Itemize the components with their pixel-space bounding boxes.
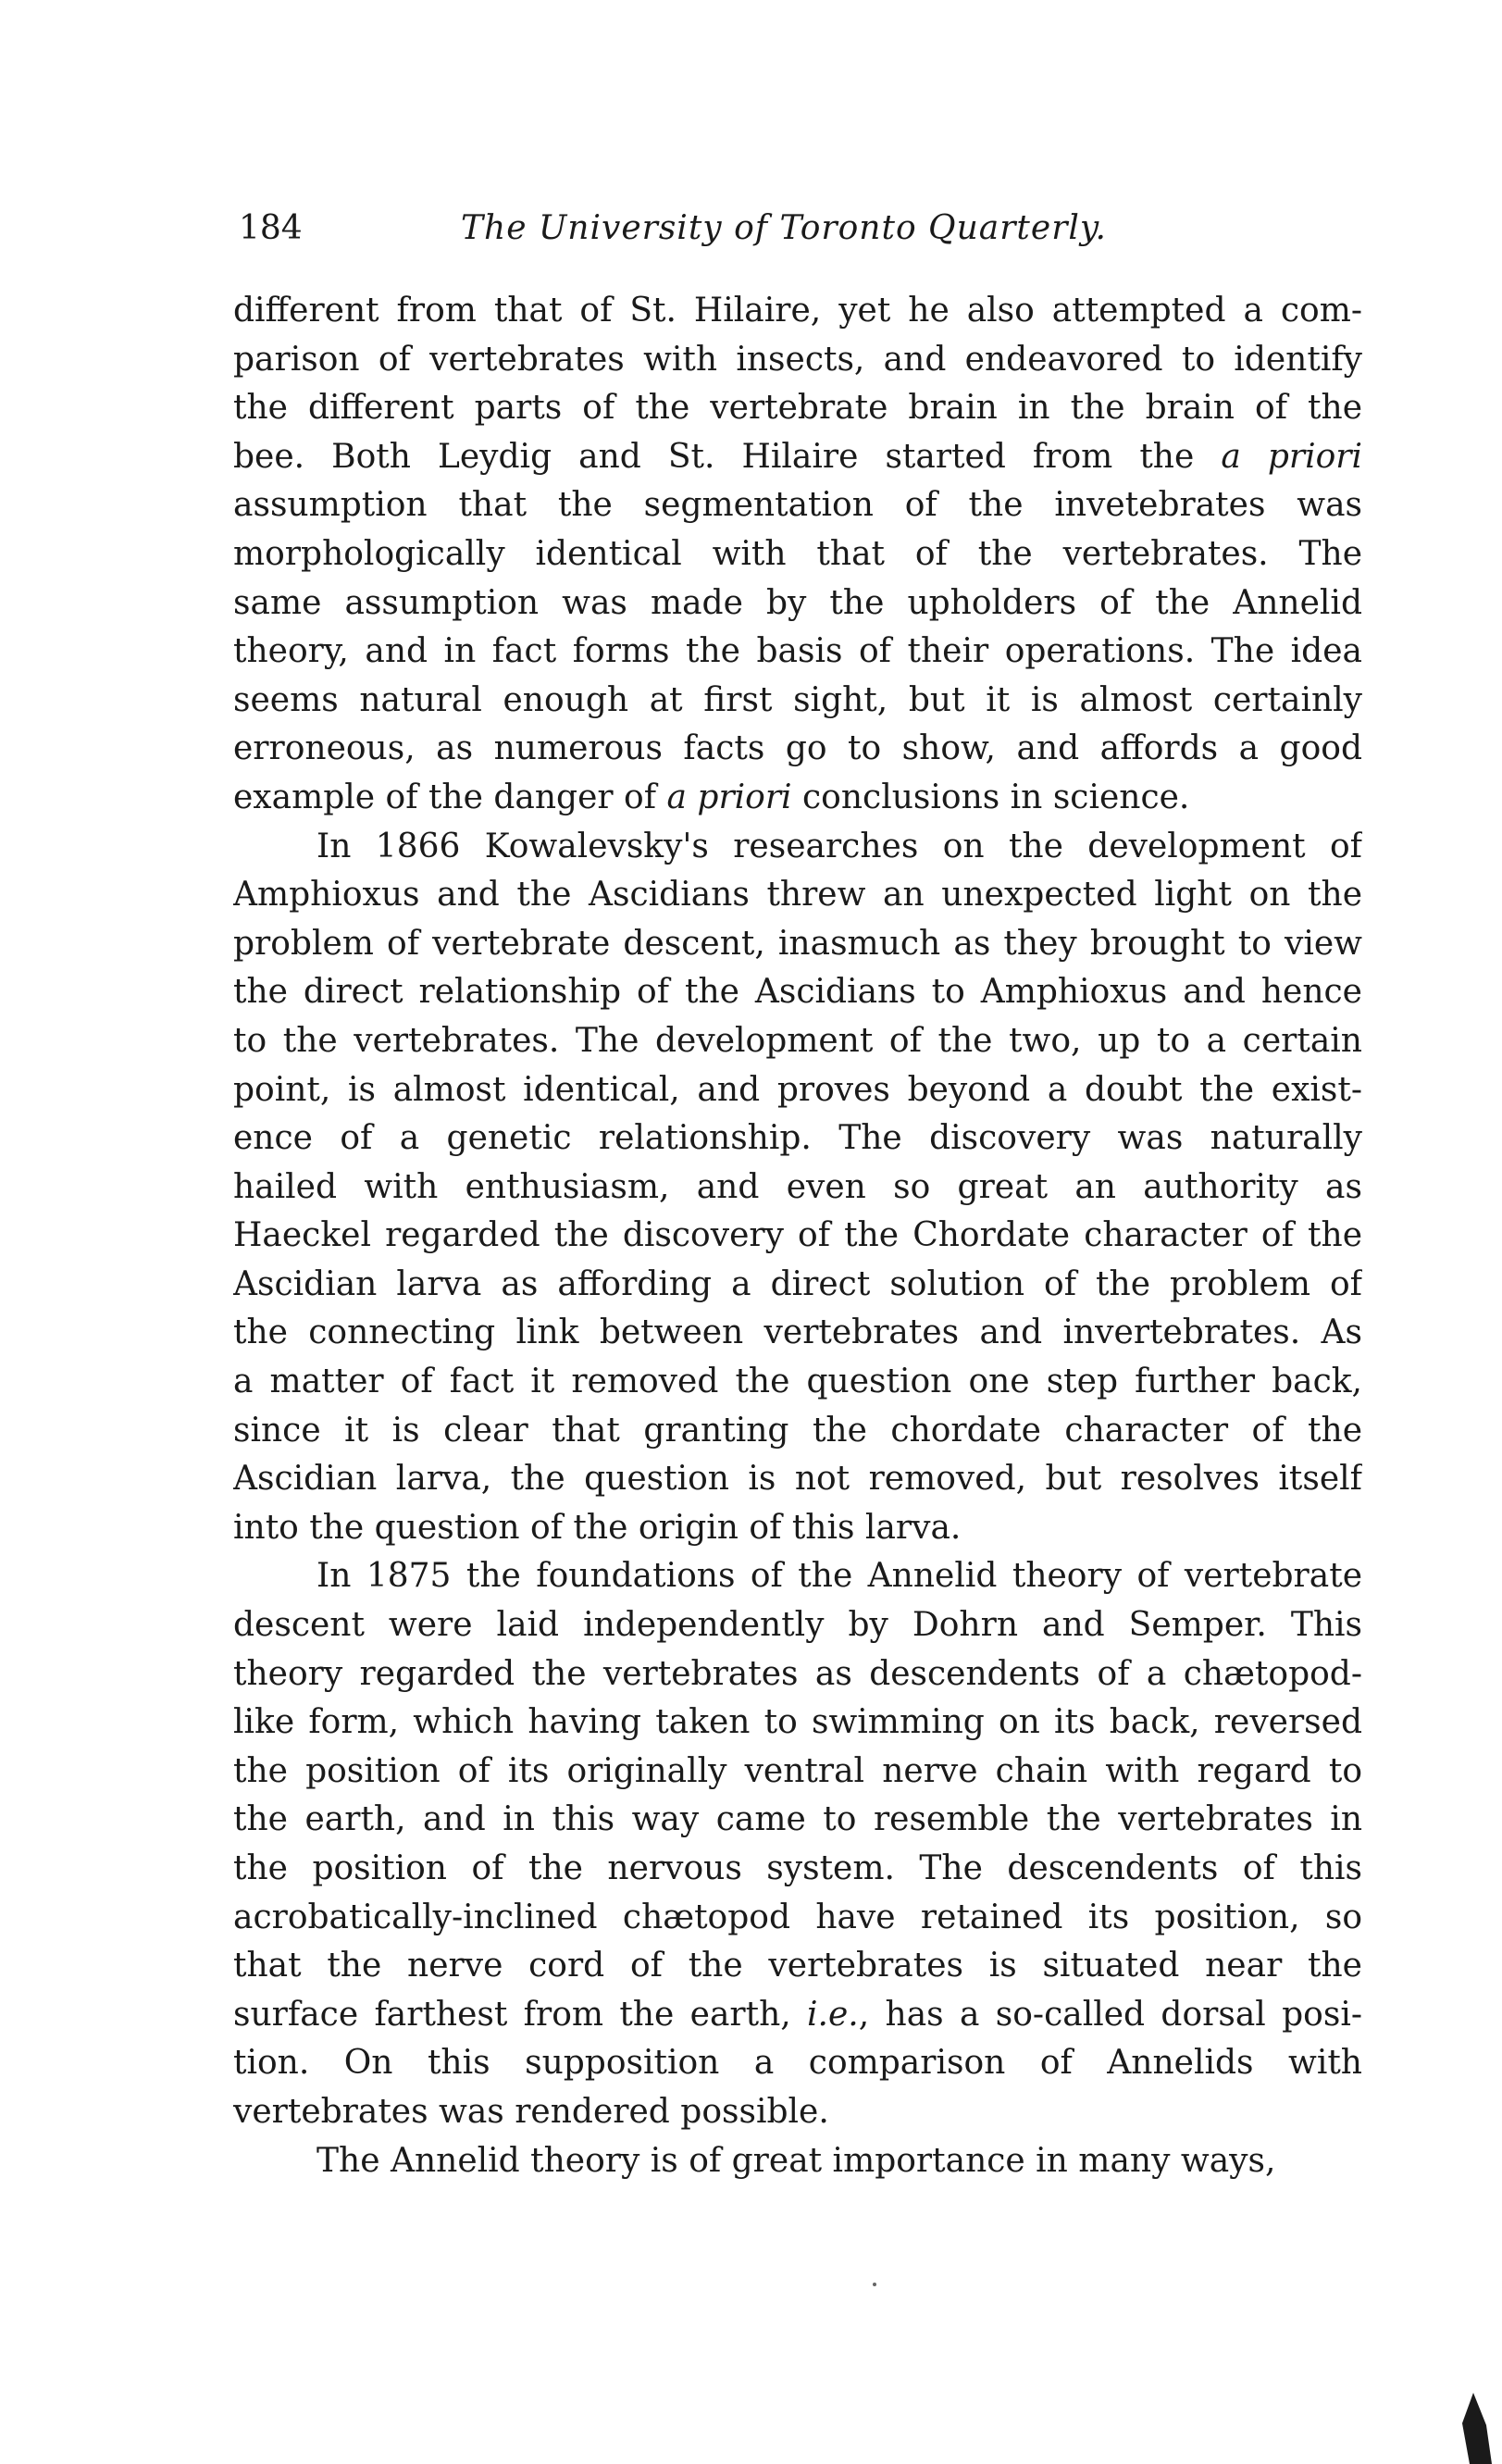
text-line [233,628,1362,677]
page-number: 184 [239,209,303,247]
text-segment: a matter of fact it removed the question one step further back, [233,1363,1362,1401]
text-segment: erroneous, as numerous facts go to show, and affords a good [233,729,1362,768]
text-segment: vertebrates was rendered possible. [233,2092,829,2131]
text-segment: that the nerve cord of the vertebrates is situated near the [233,1947,1362,1985]
text-line [233,1894,1362,1943]
text-segment: example of the danger of [233,778,667,816]
text-segment: the direct relationship of the Ascidians to Amphioxus and hence [233,973,1362,1012]
text-line [233,1114,1362,1164]
text-segment: seems natural enough at first sight, but it is almost certainly [233,680,1362,719]
text-line [233,920,1362,969]
text-segment: acrobatically-inclined chætopod have retained its position, so [233,1898,1362,1936]
text-line [233,823,1362,872]
text-segment: theory regarded the vertebrates as descendents of a chætopod- [233,1654,1362,1693]
text-line [233,433,1362,482]
text-segment: The Annelid theory is of great importance in many ways, [317,2141,1276,2180]
text-segment: same assumption was made by the upholders of the Annelid [233,583,1362,622]
text-line [233,530,1362,579]
text-segment: like form, which having taken to swimming on its back, reversed [233,1703,1362,1742]
text-line [233,725,1362,774]
corner-smudge [1462,2393,1492,2464]
text-line [233,1699,1362,1748]
text-line [233,1066,1362,1115]
text-line [233,2137,1362,2186]
text-segment: bee. Both Leydig and St. Hilaire started from the [233,437,1222,476]
text-segment: hailed with enthusiasm, and even so great an authority as [233,1167,1362,1206]
text-line [233,481,1362,530]
text-segment: In 1875 the foundations of the Annelid theory of vertebrate [317,1557,1362,1596]
text-line [233,1748,1362,1797]
dust-speck [873,2283,876,2286]
journal-title: The University of Toronto Quarterly. [461,209,1107,247]
text-line [233,384,1362,433]
text-segment: Haeckel regarded the discovery of the Chordate character of the [233,1216,1362,1255]
text-segment: the different parts of the vertebrate brain in the brain of the [233,389,1362,428]
text-line [233,1358,1362,1407]
text-segment: , has a so-called dorsal posi- [858,1995,1362,2034]
text-segment: problem of vertebrate descent, inasmuch as they brought to view [233,924,1362,963]
text-segment: ence of a genetic relationship. The discovery was naturally [233,1119,1362,1158]
text-line [233,1650,1362,1699]
text-segment: different from that of St. Hilaire, yet he also attempted a com- [233,292,1362,330]
text-line [233,1796,1362,1845]
text-line [233,1309,1362,1358]
text-line [233,1845,1362,1894]
text-segment: since it is clear that granting the chordate character of the [233,1411,1362,1450]
text-line [233,1991,1362,2040]
text-segment: to the vertebrates. The development of the two, up to a certain [233,1021,1362,1060]
text-segment: Amphioxus and the Ascidians threw an unexpected light on the [233,876,1362,915]
text-line [233,1017,1362,1066]
text-line [233,579,1362,628]
text-line [233,677,1362,726]
body-text [233,287,1362,2185]
text-line [233,336,1362,385]
text-segment: morphologically identical with that of the vertebrates. The [233,534,1362,573]
text-line [233,1504,1362,1553]
italic-phrase: i.e. [807,1995,859,2034]
text-segment: In 1866 Kowalevsky's researches on the development of [317,827,1362,865]
text-line [233,1212,1362,1261]
text-line [233,1261,1362,1310]
text-line [233,2039,1362,2088]
text-line [233,1552,1362,1601]
text-line [233,2088,1362,2137]
text-segment: parison of vertebrates with insects, and endeavored to identify [233,340,1362,379]
text-segment: into the question of the origin of this larva. [233,1508,962,1547]
text-line [233,1601,1362,1650]
text-segment: the connecting link between vertebrates and invertebrates. As [233,1313,1362,1352]
text-line [233,287,1362,336]
text-segment: descent were laid independently by Dohrn and Semper. This [233,1606,1362,1645]
text-segment: point, is almost identical, and proves beyond a doubt the exist- [233,1070,1362,1109]
text-line [233,1942,1362,1991]
text-line [233,1164,1362,1213]
italic-phrase: a priori [666,778,792,816]
text-segment: the position of the nervous system. The descendents of this [233,1849,1362,1887]
running-head [239,205,1164,252]
text-segment: surface farthest from the earth, [233,1995,808,2034]
text-segment: tion. On this supposition a comparison of Annelids with [233,2044,1362,2083]
text-line [233,968,1362,1017]
text-segment: Ascidian larva as affording a direct solution of the problem of [233,1264,1362,1303]
text-segment: conclusions in science. [791,778,1190,816]
text-line [233,1407,1362,1456]
text-line [233,1455,1362,1504]
text-line [233,871,1362,920]
text-segment: theory, and in fact forms the basis of their operations. The idea [233,632,1362,671]
italic-phrase: a priori [1221,437,1362,476]
text-line [233,774,1362,823]
text-segment: the earth, and in this way came to resemble the vertebrates in [233,1800,1362,1839]
text-segment: assumption that the segmentation of the invetebrates was [233,486,1362,525]
text-segment: Ascidian larva, the question is not removed, but resolves itself [233,1460,1362,1499]
text-segment: the position of its originally ventral nerve chain with regard to [233,1751,1362,1790]
